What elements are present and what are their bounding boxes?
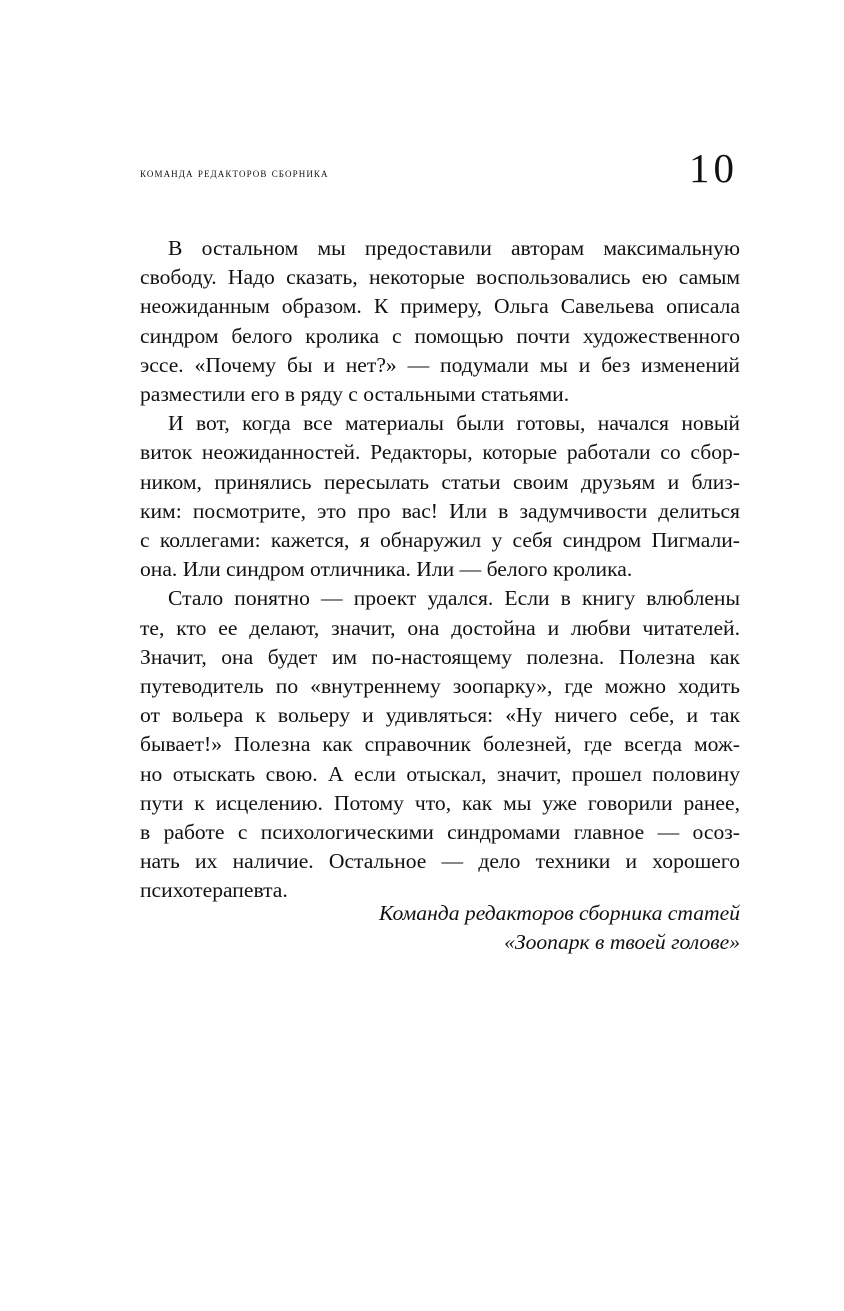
text-line: от вольера к вольеру и удивляться: «Ну ничего себе, и так <box>140 703 740 728</box>
text-line: И вот, когда все материалы были готовы, начался новый <box>168 411 740 436</box>
text-line: те, кто ее делают, значит, она достойна и любви читателей. <box>140 615 740 640</box>
text-line: Значит, она будет им по-настоящему полезна. Полезна как <box>140 644 740 669</box>
text-line: свободу. Надо сказать, некоторые воспользовались ею самым <box>140 265 740 290</box>
body-text <box>140 234 740 906</box>
text-line: эссе. «Почему бы и нет?» — подумали мы и без изменений <box>140 352 740 377</box>
text-line: бывает!» Полезна как справочник болезней, где всегда мож- <box>140 732 740 757</box>
text-line: неожиданным образом. К примеру, Ольга Савельева описала <box>140 294 740 319</box>
paragraph-3 <box>140 584 740 905</box>
text-line: разместили его в ряду с остальными статьями. <box>140 382 570 407</box>
text-line: пути к исцелению. Потому что, как мы уже говорили ранее, <box>140 790 740 815</box>
signature-line: «Зоопарк в твоей голове» <box>504 930 740 955</box>
text-line: синдром белого кролика с помощью почти художественного <box>140 323 740 348</box>
text-line: ником, принялись пересылать статьи своим друзьям и близ- <box>140 469 740 494</box>
text-line: виток неожиданностей. Редакторы, которые работали со сбор- <box>140 440 740 465</box>
paragraph-1 <box>140 234 740 409</box>
text-line: В остальном мы предоставили авторам максимальную <box>168 236 740 260</box>
text-line: ким: посмотрите, это про вас! Или в задумчивости делиться <box>140 498 740 523</box>
text-line: в работе с психологическими синдромами главное — осоз- <box>140 820 740 845</box>
text-line: психотерапевта. <box>140 878 288 903</box>
paragraph-2 <box>140 409 740 584</box>
page-number: 10 <box>689 145 738 191</box>
text-line: с коллегами: кажется, я обнаружил у себя синдром Пигмали- <box>140 528 740 553</box>
text-line: она. Или синдром отличника. Или — белого кролика. <box>140 557 633 582</box>
text-line: Стало понятно — проект удался. Если в книгу влюблены <box>168 586 740 611</box>
running-title: команда редакторов сборника <box>140 166 329 180</box>
signature-line: Команда редакторов сборника статей <box>379 901 740 925</box>
text-line: но отыскать свою. А если отыскал, значит, прошел половину <box>140 761 740 786</box>
text-line: путеводитель по «внутреннему зоопарку», где можно ходить <box>140 674 740 699</box>
signature <box>379 899 740 957</box>
text-line: нать их наличие. Остальное — дело техники и хорошего <box>140 849 740 874</box>
